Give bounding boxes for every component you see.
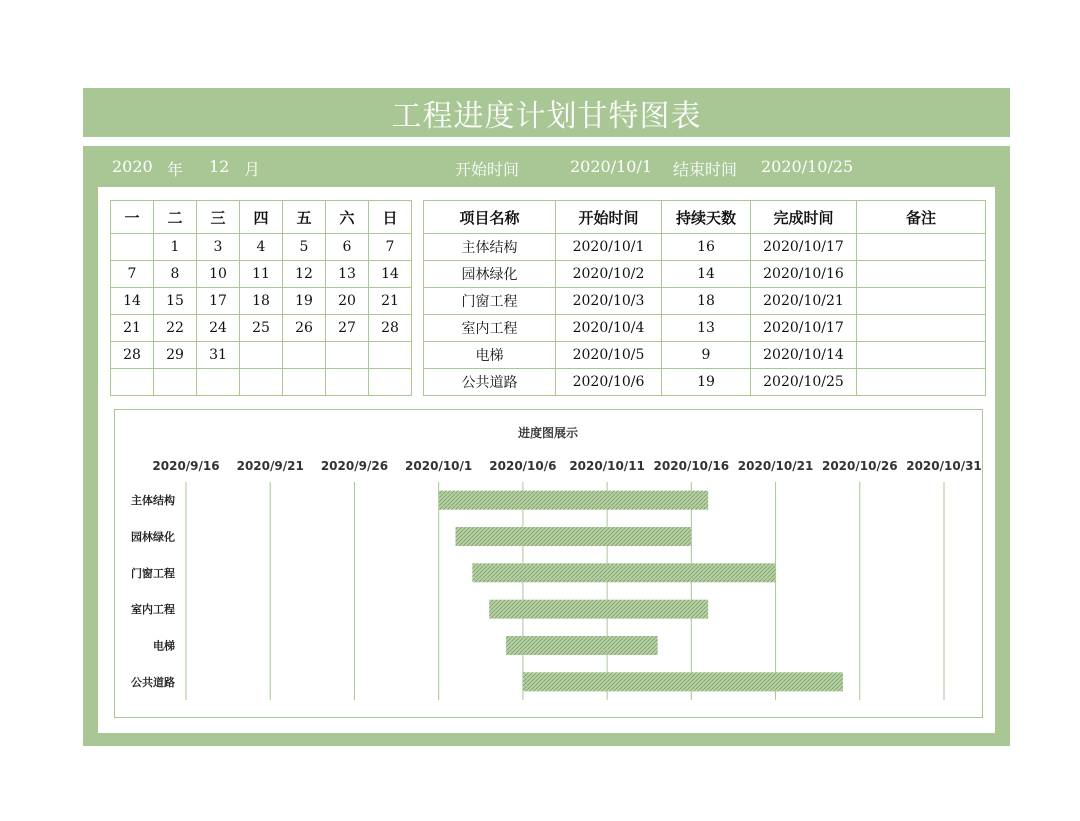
year-unit: 年	[167, 160, 184, 179]
task-label: 室内工程	[131, 603, 175, 617]
calendar-day-cell[interactable]: 21	[369, 288, 412, 315]
calendar-day-cell[interactable]: 15	[154, 288, 197, 315]
project-cell[interactable]	[857, 288, 986, 315]
project-column-header: 项目名称	[424, 201, 556, 234]
task-label: 公共道路	[131, 675, 175, 689]
calendar-day-cell[interactable]: 14	[369, 261, 412, 288]
end-time-value: 2020/10/25	[761, 157, 854, 176]
calendar-row	[111, 342, 412, 369]
project-cell[interactable]: 16	[662, 234, 751, 261]
gantt-bar	[489, 600, 708, 619]
x-tick-label: 2020/9/21	[236, 459, 304, 473]
calendar-weekday-header: 一	[111, 201, 154, 234]
calendar-day-cell[interactable]: 14	[111, 288, 154, 315]
content-frame	[83, 146, 1010, 746]
project-cell[interactable]: 主体结构	[424, 234, 556, 261]
calendar-day-cell[interactable]: 11	[240, 261, 283, 288]
project-cell[interactable]	[857, 369, 986, 396]
calendar-day-cell[interactable]: 24	[197, 315, 240, 342]
gantt-bar	[439, 491, 709, 510]
project-cell[interactable]: 2020/10/17	[751, 234, 857, 261]
project-cell[interactable]: 2020/10/5	[556, 342, 662, 369]
calendar-day-cell[interactable]: 31	[197, 342, 240, 369]
project-cell[interactable]: 2020/10/25	[751, 369, 857, 396]
project-cell[interactable]: 2020/10/17	[751, 315, 857, 342]
month-value: 12	[209, 157, 230, 176]
project-column-header: 开始时间	[556, 201, 662, 234]
calendar-day-cell[interactable]: 6	[326, 234, 369, 261]
calendar-day-cell[interactable]	[369, 369, 412, 396]
project-row	[424, 315, 986, 342]
calendar-weekday-header: 四	[240, 201, 283, 234]
start-time-label: 开始时间	[455, 160, 520, 179]
project-cell[interactable]: 2020/10/2	[556, 261, 662, 288]
task-label: 园林绿化	[131, 530, 175, 544]
gantt-title: 进度图展示	[517, 426, 579, 440]
gantt-bar	[506, 636, 658, 655]
calendar-day-cell[interactable]: 21	[111, 315, 154, 342]
calendar-day-cell[interactable]: 17	[197, 288, 240, 315]
calendar-day-cell[interactable]: 10	[197, 261, 240, 288]
project-cell[interactable]: 2020/10/16	[751, 261, 857, 288]
project-cell[interactable]	[857, 342, 986, 369]
start-time-value: 2020/10/1	[570, 157, 653, 176]
month-unit: 月	[244, 160, 261, 179]
project-cell[interactable]: 19	[662, 369, 751, 396]
calendar-day-cell[interactable]	[326, 369, 369, 396]
calendar-day-cell[interactable]: 13	[326, 261, 369, 288]
calendar-day-cell[interactable]	[240, 369, 283, 396]
x-tick-label: 2020/10/11	[569, 459, 645, 473]
project-cell[interactable]: 18	[662, 288, 751, 315]
x-tick-label: 2020/10/31	[906, 459, 982, 473]
calendar-day-cell[interactable]	[283, 369, 326, 396]
x-tick-label: 2020/10/16	[653, 459, 730, 473]
x-tick-label: 2020/10/1	[405, 459, 473, 473]
calendar-row	[111, 315, 412, 342]
x-tick-label: 2020/9/26	[320, 459, 389, 473]
x-tick-label: 2020/10/21	[737, 459, 814, 473]
project-column-header: 备注	[857, 201, 986, 234]
project-row	[424, 261, 986, 288]
project-cell[interactable]: 13	[662, 315, 751, 342]
calendar-day-cell[interactable]: 1	[154, 234, 197, 261]
project-column-header: 完成时间	[751, 201, 857, 234]
calendar-table	[110, 200, 412, 396]
project-cell[interactable]: 室内工程	[424, 315, 556, 342]
project-row	[424, 234, 986, 261]
project-cell[interactable]: 2020/10/14	[751, 342, 857, 369]
calendar-weekday-header: 六	[326, 201, 369, 234]
gantt-bar	[456, 527, 692, 546]
calendar-day-cell[interactable]: 20	[326, 288, 369, 315]
page-title: 工程进度计划甘特图表	[83, 88, 1010, 137]
calendar-day-cell[interactable]	[369, 342, 412, 369]
project-cell[interactable]	[857, 234, 986, 261]
calendar-day-cell[interactable]: 12	[283, 261, 326, 288]
calendar-day-cell[interactable]	[154, 369, 197, 396]
calendar-day-cell[interactable]: 7	[111, 261, 154, 288]
calendar-day-cell[interactable]: 4	[240, 234, 283, 261]
calendar-weekday-header: 日	[369, 201, 412, 234]
project-column-header: 持续天数	[662, 201, 751, 234]
project-cell[interactable]: 门窗工程	[424, 288, 556, 315]
project-row	[424, 369, 986, 396]
calendar-day-cell[interactable]: 19	[283, 288, 326, 315]
calendar-day-cell[interactable]	[283, 342, 326, 369]
calendar-day-cell[interactable]	[240, 342, 283, 369]
gantt-bar	[472, 563, 775, 582]
x-tick-label: 2020/10/26	[821, 459, 898, 473]
project-cell[interactable]: 14	[662, 261, 751, 288]
calendar-day-cell[interactable]	[111, 234, 154, 261]
calendar-row	[111, 369, 412, 396]
calendar-row	[111, 261, 412, 288]
task-label: 电梯	[153, 639, 175, 653]
calendar-day-cell[interactable]: 29	[154, 342, 197, 369]
content-panel	[98, 187, 995, 733]
calendar-day-cell[interactable]: 28	[111, 342, 154, 369]
calendar-row	[111, 234, 412, 261]
project-cell[interactable]: 9	[662, 342, 751, 369]
calendar-day-cell[interactable]: 27	[326, 315, 369, 342]
task-label: 主体结构	[131, 494, 175, 508]
gantt-chart	[114, 409, 983, 718]
project-cell[interactable]	[857, 261, 986, 288]
calendar-day-cell[interactable]: 8	[154, 261, 197, 288]
project-cell[interactable]: 2020/10/1	[556, 234, 662, 261]
calendar-row	[111, 288, 412, 315]
calendar-day-cell[interactable]: 5	[283, 234, 326, 261]
gantt-bar	[523, 672, 843, 691]
calendar-day-cell[interactable]: 26	[283, 315, 326, 342]
x-tick-label: 2020/9/16	[152, 459, 220, 473]
project-cell[interactable]: 2020/10/21	[751, 288, 857, 315]
calendar-day-cell[interactable]	[111, 369, 154, 396]
gantt-svg	[115, 410, 982, 717]
calendar-day-cell[interactable]: 18	[240, 288, 283, 315]
project-cell[interactable]: 2020/10/3	[556, 288, 662, 315]
x-tick-label: 2020/10/6	[489, 459, 557, 473]
calendar-day-cell[interactable]: 22	[154, 315, 197, 342]
project-cell[interactable]: 公共道路	[424, 369, 556, 396]
calendar-weekday-header: 二	[154, 201, 197, 234]
project-cell[interactable]: 电梯	[424, 342, 556, 369]
calendar-weekday-header: 三	[197, 201, 240, 234]
calendar-day-cell[interactable]: 7	[369, 234, 412, 261]
calendar-day-cell[interactable]: 3	[197, 234, 240, 261]
calendar-day-cell[interactable]: 28	[369, 315, 412, 342]
project-row	[424, 288, 986, 315]
project-cell[interactable]: 园林绿化	[424, 261, 556, 288]
task-label: 门窗工程	[131, 566, 175, 580]
year-value: 2020	[112, 157, 153, 176]
project-row	[424, 342, 986, 369]
end-time-label: 结束时间	[673, 160, 738, 179]
calendar-weekday-header: 五	[283, 201, 326, 234]
calendar-day-cell[interactable]	[197, 369, 240, 396]
project-table	[423, 200, 986, 396]
calendar-day-cell[interactable]	[326, 342, 369, 369]
project-cell[interactable]: 2020/10/4	[556, 315, 662, 342]
project-cell[interactable]	[857, 315, 986, 342]
project-cell[interactable]: 2020/10/6	[556, 369, 662, 396]
calendar-day-cell[interactable]: 25	[240, 315, 283, 342]
info-row	[83, 146, 1010, 187]
